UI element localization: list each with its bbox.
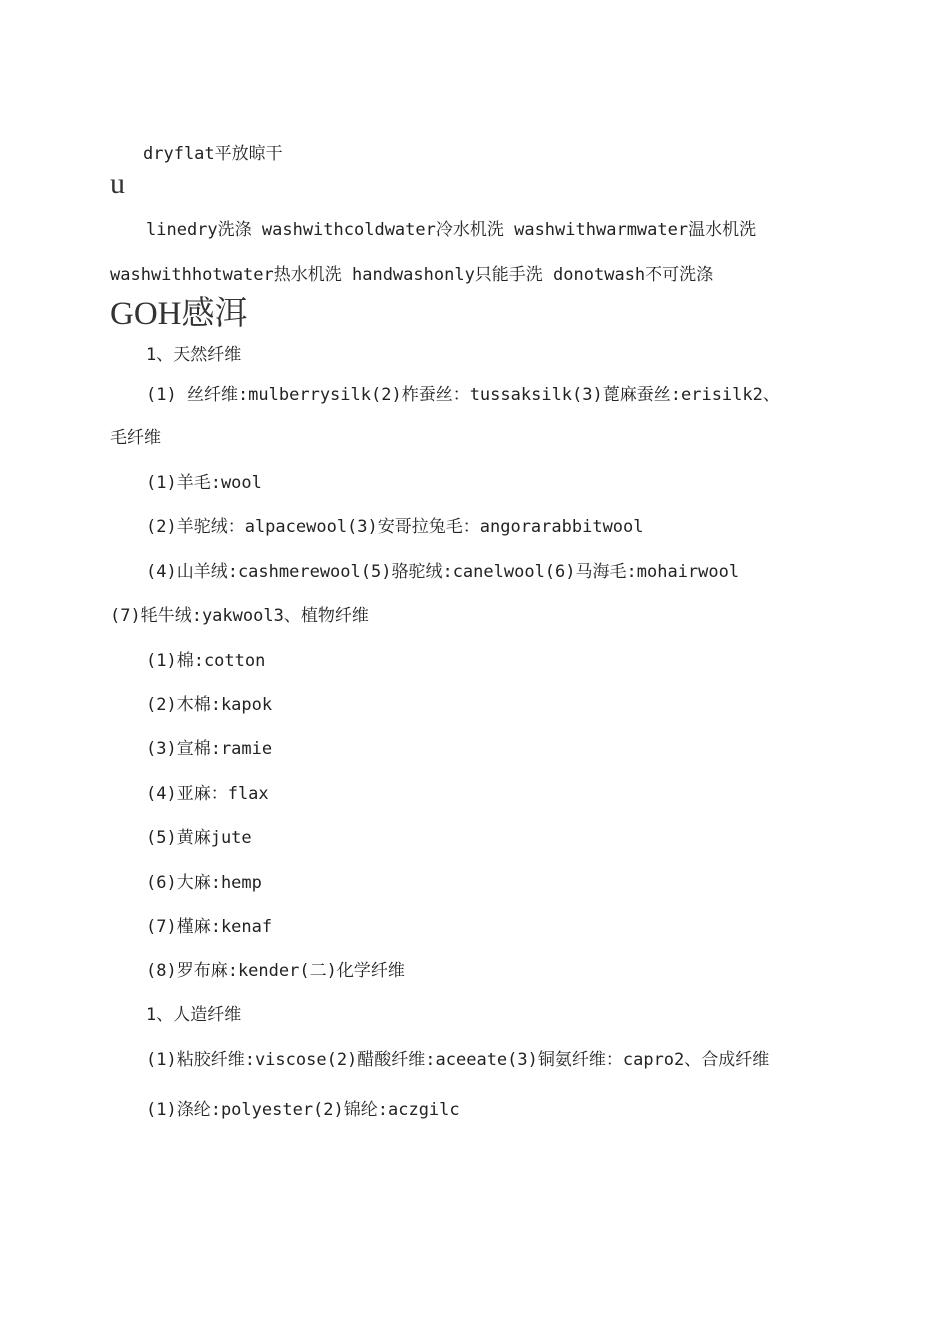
text-line-dryflat: dryflat平放晾干 bbox=[143, 144, 283, 164]
text-heading-goh: GOH感洱 bbox=[110, 296, 248, 332]
text-line-polyester: (1)涤纶:polyester(2)锦纶:aczgilc bbox=[146, 1100, 460, 1120]
text-line-cotton: (1)棉:cotton bbox=[146, 651, 266, 671]
text-line-kapok: (2)木棉:kapok bbox=[146, 695, 273, 715]
text-line-linedry: linedry洗涤 washwithcoldwater冷水机洗 washwithwarmwater温水机洗 bbox=[146, 220, 757, 240]
section-man-made-fiber: 1、人造纤维 bbox=[146, 1005, 242, 1025]
text-line-viscose: (1)粘胶纤维:viscose(2)醋酸纤维:aceeate(3)铜氨纤维：capro2、合成纤维 bbox=[146, 1050, 770, 1070]
text-line-jute: (5)黄麻jute bbox=[146, 828, 252, 848]
text-line-washwithhotwater: washwithhotwater热水机洗 handwashonly只能手洗 donotwash不可洗涤 bbox=[110, 265, 714, 285]
text-line-wool-fiber: 毛纤维 bbox=[110, 428, 161, 448]
section-natural-fiber: 1、天然纤维 bbox=[146, 345, 242, 365]
text-line-alpaca: (2)羊驼绒：alpacewool(3)安哥拉兔毛：angorarabbitwool bbox=[146, 517, 644, 537]
text-line-hemp: (6)大麻:hemp bbox=[146, 873, 262, 893]
text-line-kender: (8)罗布麻:kender(二)化学纤维 bbox=[146, 961, 405, 981]
text-line-flax: (4)亚麻：flax bbox=[146, 784, 269, 804]
text-line-silk: (1) 丝纤维:mulberrysilk(2)柞蚕丝：tussaksilk(3)蓖麻蚕丝:erisilk2、 bbox=[146, 385, 780, 405]
text-line-cashmere: (4)山羊绒:cashmerewool(5)骆驼绒:canelwool(6)马海毛:mohairwool bbox=[146, 562, 740, 582]
text-line-kenaf: (7)槿麻:kenaf bbox=[146, 917, 273, 937]
text-line-wool: (1)羊毛:wool bbox=[146, 473, 262, 493]
text-line-yak: (7)牦牛绒:yakwool3、植物纤维 bbox=[110, 606, 369, 626]
text-line-u: u bbox=[110, 167, 125, 200]
text-line-ramie: (3)宣棉:ramie bbox=[146, 739, 273, 759]
